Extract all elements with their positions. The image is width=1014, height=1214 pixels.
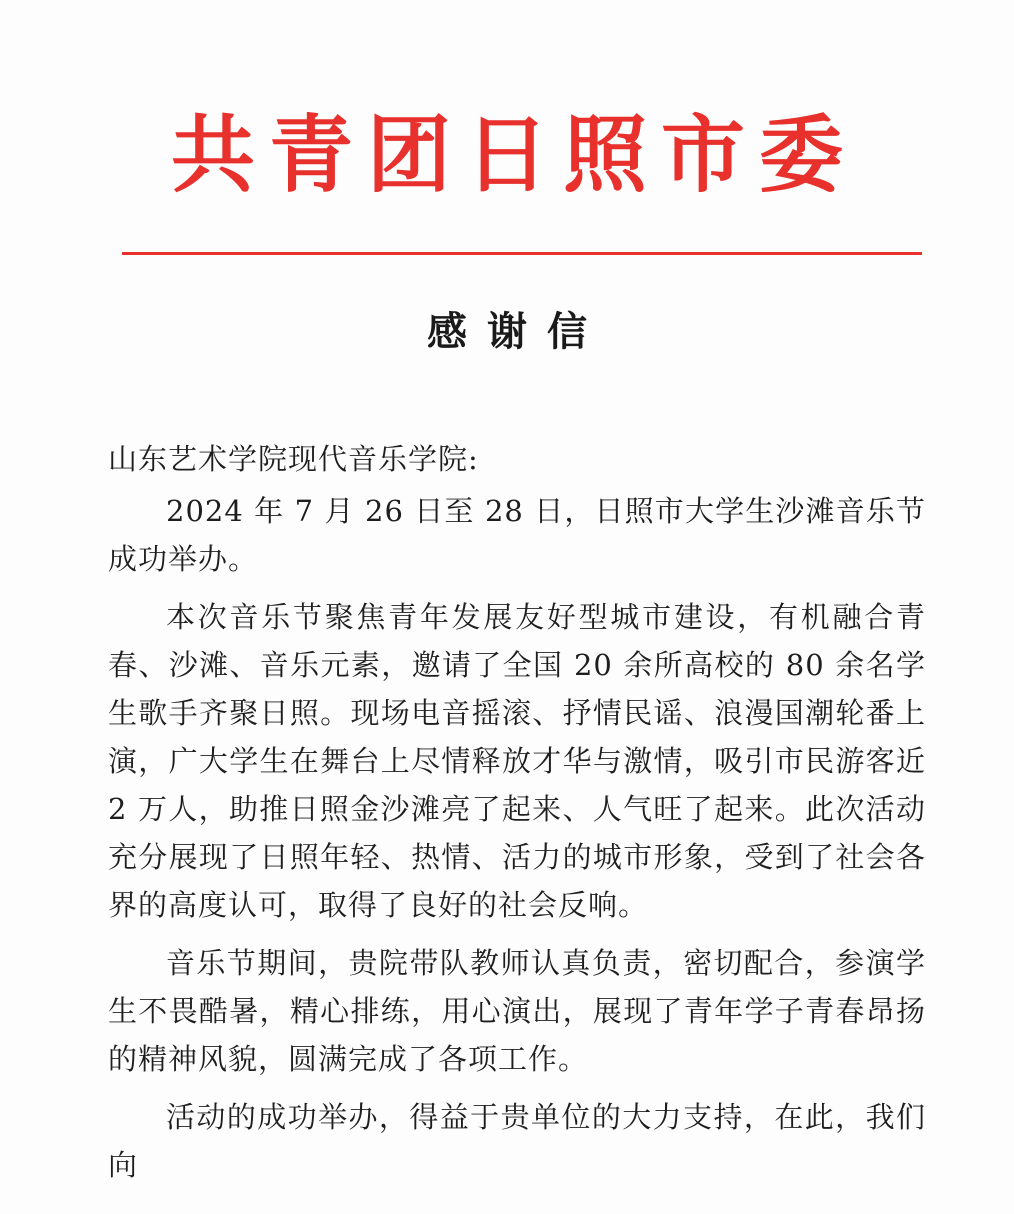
letter-paragraph-1: 2024 年 7 月 26 日至 28 日，日照市大学生沙滩音乐节成功举办。 — [108, 494, 926, 576]
letter-body — [108, 435, 926, 1199]
letter-salutation: 山东艺术学院现代音乐学院: — [108, 442, 479, 476]
letterhead-organization: 共青团日照市委 — [170, 106, 857, 204]
letter-paragraph-3: 音乐节期间，贵院带队教师认真负责，密切配合，参演学生不畏酷暑，精心排练，用心演出，展现了青年学子青春昂扬的精神风貌，圆满完成了各项工作。 — [108, 946, 926, 1076]
letter-paragraph-4: 活动的成功举办，得益于贵单位的大力支持，在此，我们向 — [108, 1100, 926, 1182]
letterhead-divider — [122, 252, 922, 255]
letter-paragraph-2: 本次音乐节聚焦青年发展友好型城市建设，有机融合青春、沙滩、音乐元素，邀请了全国 20 余所高校的 80 余名学生歌手齐聚日照。现场电音摇滚、抒情民谣、浪漫国潮轮番上演，广大学生在舞台上尽情释放才华与激情，吸引市民游客近 2 万人，助推日照金沙滩亮了起来、人气旺了起来。此次活动充分展现了日照年轻、热情、活力的城市形象，受到了社会各界的高度认可，取得了良好的社会反响。 — [108, 600, 926, 922]
letter-title: 感谢信 — [427, 308, 607, 355]
